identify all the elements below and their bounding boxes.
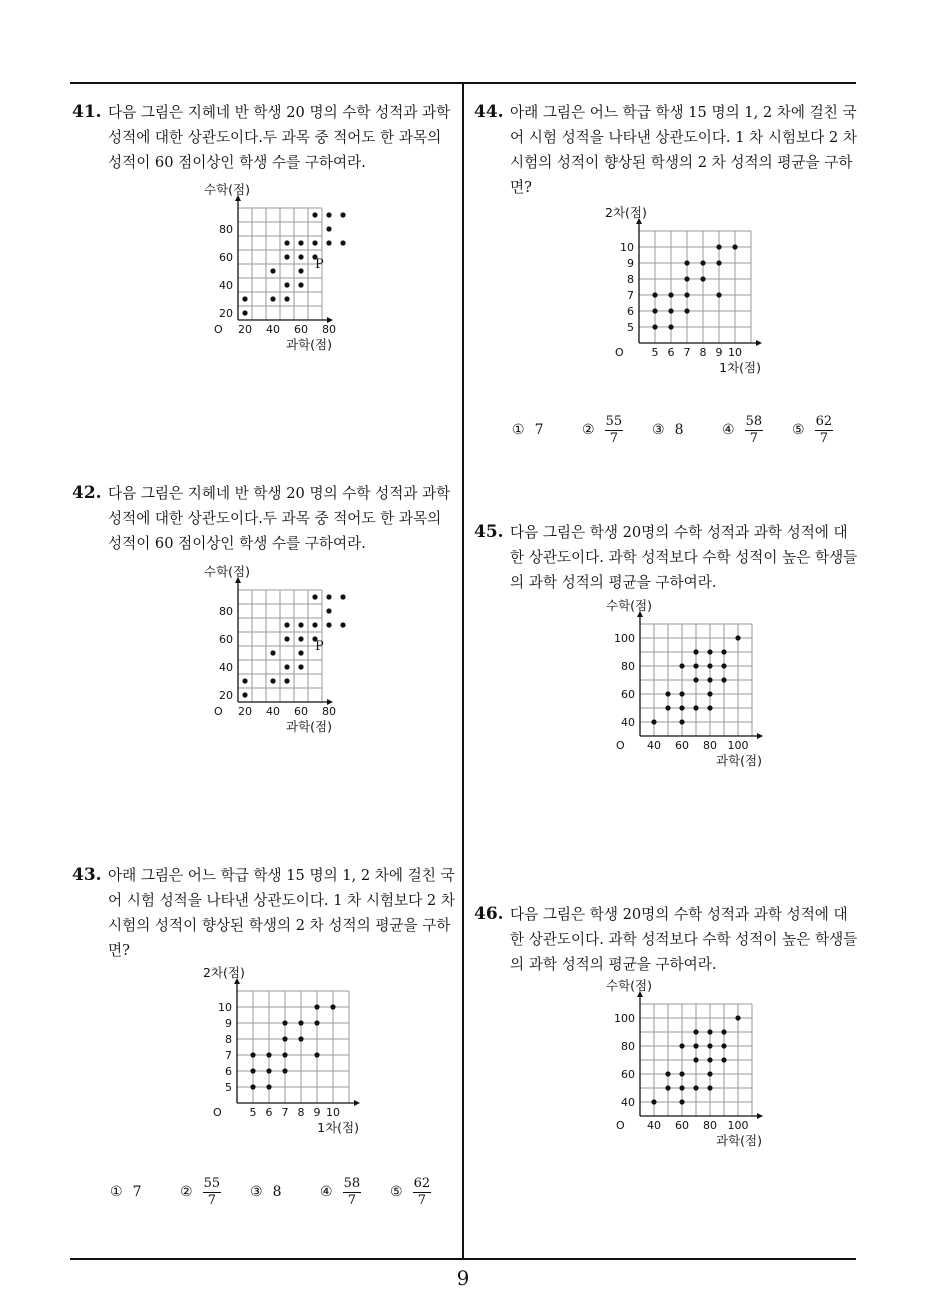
- data-point: [679, 1043, 684, 1048]
- y-axis-title: 2차(점): [203, 965, 245, 980]
- choice-3[interactable]: [250, 1170, 281, 1214]
- data-point: [651, 719, 656, 724]
- origin-label: O: [616, 1119, 625, 1132]
- data-point: [266, 1068, 271, 1073]
- origin-label: O: [214, 323, 223, 336]
- data-point: [693, 1085, 698, 1090]
- x-axis-arrow: [757, 733, 763, 739]
- choice-1[interactable]: [512, 408, 543, 452]
- y-tick-label: 80: [621, 660, 635, 673]
- data-point: [700, 260, 705, 265]
- problem-number: 45.: [474, 522, 504, 542]
- data-point: [693, 663, 698, 668]
- numerator: 58: [745, 413, 763, 429]
- data-point: [250, 1052, 255, 1057]
- fraction: [815, 414, 834, 447]
- data-point: [707, 1029, 712, 1034]
- choice-mark: ②: [180, 1184, 193, 1200]
- data-point: [284, 664, 289, 669]
- x-tick-label: 10: [728, 346, 742, 359]
- data-point: [326, 212, 331, 217]
- y-tick-label: 80: [219, 605, 233, 618]
- column-divider: [462, 82, 464, 1260]
- x-tick-label: 20: [238, 705, 252, 718]
- data-point: [284, 636, 289, 641]
- problem-42: [72, 481, 456, 556]
- data-point: [298, 650, 303, 655]
- data-point: [270, 650, 275, 655]
- data-point: [298, 268, 303, 273]
- x-axis-title: 1차(점): [317, 1120, 359, 1135]
- data-point: [716, 244, 721, 249]
- answer-choices: [110, 1170, 450, 1214]
- scatter-plot: [592, 205, 772, 380]
- x-axis-title: 1차(점): [719, 360, 761, 375]
- data-point: [716, 292, 721, 297]
- y-tick-label: 40: [621, 1096, 635, 1109]
- x-tick-label: 8: [699, 346, 707, 359]
- choice-mark: ③: [250, 1184, 263, 1200]
- y-tick-label: 9: [627, 257, 634, 270]
- y-axis-title: 2차(점): [605, 205, 647, 220]
- x-tick-label: 80: [703, 739, 717, 752]
- y-tick-label: 80: [219, 223, 233, 236]
- data-point: [707, 649, 712, 654]
- numerator: 55: [203, 1175, 221, 1191]
- point-label: P: [315, 639, 324, 654]
- x-tick-label: 7: [683, 346, 691, 359]
- y-tick-label: 100: [614, 632, 635, 645]
- choice-5[interactable]: [792, 408, 833, 452]
- data-point: [312, 212, 317, 217]
- choice-mark: ①: [512, 422, 525, 438]
- x-tick-label: 80: [322, 705, 336, 718]
- question-text: 다음 그림은 지헤네 반 학생 20 명의 수학 성적과 과학 성적에 대한 상관도이다.두 과목 중 적어도 한 과목의 성적이 60 점이상인 학생 수를 구하여라.: [108, 104, 451, 171]
- data-point: [679, 691, 684, 696]
- x-tick-label: 40: [266, 323, 280, 336]
- choice-4[interactable]: [320, 1170, 361, 1214]
- data-point: [693, 1029, 698, 1034]
- origin-label: O: [616, 739, 625, 752]
- denominator: 7: [749, 430, 758, 446]
- y-tick-label: 5: [627, 321, 634, 334]
- x-tick-label: 60: [294, 705, 308, 718]
- problem-45: [474, 520, 858, 595]
- data-point: [716, 260, 721, 265]
- scatter-plot: [190, 180, 370, 350]
- data-point: [270, 678, 275, 683]
- origin-label: O: [214, 705, 223, 718]
- data-point: [684, 260, 689, 265]
- x-tick-label: 100: [727, 1119, 749, 1132]
- scatter-plot: [190, 562, 370, 732]
- choice-mark: ②: [582, 422, 595, 438]
- x-axis-title: 과학(점): [716, 1133, 762, 1148]
- data-point: [298, 1036, 303, 1041]
- y-tick-label: 60: [621, 688, 635, 701]
- choice-mark: ⑤: [792, 422, 805, 438]
- data-point: [326, 608, 331, 613]
- x-axis-arrow: [756, 340, 762, 346]
- choice-value: 8: [674, 422, 684, 438]
- data-point: [312, 594, 317, 599]
- data-point: [735, 635, 740, 640]
- x-tick-label: 9: [715, 346, 723, 359]
- data-point: [707, 691, 712, 696]
- choice-4[interactable]: [722, 408, 763, 452]
- fraction: [413, 1176, 432, 1209]
- data-point: [340, 594, 345, 599]
- data-point: [721, 663, 726, 668]
- x-tick-label: 60: [294, 323, 308, 336]
- question-text: 다음 그림은 지헤네 반 학생 20 명의 수학 성적과 과학 성적에 대한 상관도이다.두 과목 중 적어도 한 과목의 성적이 60 점이상인 학생 수를 구하여라.: [108, 485, 451, 552]
- scatter-plot: [592, 980, 772, 1150]
- data-point: [721, 649, 726, 654]
- y-tick-label: 40: [621, 716, 635, 729]
- data-point: [693, 649, 698, 654]
- data-point: [707, 1057, 712, 1062]
- data-point: [282, 1020, 287, 1025]
- fraction: [203, 1176, 222, 1209]
- choice-2[interactable]: [582, 408, 623, 452]
- data-point: [684, 308, 689, 313]
- data-point: [721, 1029, 726, 1034]
- x-tick-label: 40: [647, 739, 661, 752]
- data-point: [693, 677, 698, 682]
- data-point: [270, 296, 275, 301]
- problem-43: [72, 863, 456, 963]
- data-point: [326, 594, 331, 599]
- data-point: [721, 677, 726, 682]
- y-axis-title: 수학(점): [204, 182, 250, 197]
- data-point: [668, 324, 673, 329]
- data-point: [652, 292, 657, 297]
- data-point: [652, 308, 657, 313]
- data-point: [679, 1099, 684, 1104]
- problem-number: 42.: [72, 483, 102, 503]
- data-point: [270, 268, 275, 273]
- data-point: [298, 240, 303, 245]
- denominator: 7: [819, 430, 828, 446]
- data-point: [242, 678, 247, 683]
- data-point: [665, 691, 670, 696]
- choice-3[interactable]: [652, 408, 683, 452]
- data-point: [721, 1057, 726, 1062]
- problem-41: [72, 100, 456, 175]
- fraction: [343, 1176, 362, 1209]
- data-point: [693, 1043, 698, 1048]
- numerator: 62: [413, 1175, 431, 1191]
- denominator: 7: [417, 1192, 426, 1208]
- fraction: [605, 414, 624, 447]
- denominator: 7: [609, 430, 618, 446]
- y-tick-label: 7: [225, 1049, 232, 1062]
- x-tick-label: 60: [675, 739, 689, 752]
- data-point: [284, 296, 289, 301]
- x-tick-label: 6: [265, 1106, 273, 1119]
- data-point: [242, 692, 247, 697]
- data-point: [684, 292, 689, 297]
- origin-label: O: [615, 346, 624, 359]
- x-tick-label: 6: [667, 346, 675, 359]
- x-tick-label: 40: [266, 705, 280, 718]
- data-point: [298, 622, 303, 627]
- data-point: [693, 705, 698, 710]
- x-axis-title: 과학(점): [286, 337, 332, 352]
- data-point: [340, 622, 345, 627]
- y-tick-label: 7: [627, 289, 634, 302]
- numerator: 62: [815, 413, 833, 429]
- data-point: [668, 308, 673, 313]
- data-point: [266, 1084, 271, 1089]
- data-point: [693, 1057, 698, 1062]
- data-point: [298, 254, 303, 259]
- question-block: [72, 863, 456, 963]
- problem-number: 41.: [72, 102, 102, 122]
- data-point: [679, 1085, 684, 1090]
- x-tick-label: 80: [703, 1119, 717, 1132]
- data-point: [284, 282, 289, 287]
- y-tick-label: 40: [219, 661, 233, 674]
- question-block: [474, 100, 858, 200]
- data-point: [707, 705, 712, 710]
- data-point: [298, 282, 303, 287]
- y-tick-label: 9: [225, 1017, 232, 1030]
- y-axis-title: 수학(점): [606, 978, 652, 993]
- data-point: [707, 677, 712, 682]
- data-point: [242, 310, 247, 315]
- question-block: [72, 481, 456, 556]
- y-tick-label: 60: [219, 251, 233, 264]
- data-point: [330, 1004, 335, 1009]
- x-tick-label: 10: [326, 1106, 340, 1119]
- data-point: [284, 622, 289, 627]
- data-point: [314, 1020, 319, 1025]
- choice-mark: ③: [652, 422, 665, 438]
- page-number: 9: [456, 1266, 470, 1290]
- denominator: 7: [347, 1192, 356, 1208]
- x-tick-label: 60: [675, 1119, 689, 1132]
- y-tick-label: 100: [614, 1012, 635, 1025]
- data-point: [679, 663, 684, 668]
- question-text: 다음 그림은 학생 20명의 수학 성적과 과학 성적에 대한 상관도이다. 과학 성적보다 수학 성적이 높은 학생들의 과학 성적의 평균을 구하여라.: [510, 524, 858, 591]
- data-point: [665, 1071, 670, 1076]
- choice-1[interactable]: [110, 1170, 141, 1214]
- data-point: [284, 240, 289, 245]
- data-point: [679, 719, 684, 724]
- choice-mark: ①: [110, 1184, 123, 1200]
- bottom-rule: [70, 1258, 856, 1260]
- choice-5[interactable]: [390, 1170, 431, 1214]
- data-point: [250, 1068, 255, 1073]
- choice-value: 8: [272, 1184, 282, 1200]
- data-point: [312, 240, 317, 245]
- data-point: [707, 1043, 712, 1048]
- y-axis-title: 수학(점): [204, 564, 250, 579]
- data-point: [700, 276, 705, 281]
- choice-value: 7: [534, 422, 544, 438]
- data-point: [679, 1071, 684, 1076]
- y-tick-label: 6: [627, 305, 634, 318]
- data-point: [326, 622, 331, 627]
- x-tick-label: 80: [322, 323, 336, 336]
- problem-number: 43.: [72, 865, 102, 885]
- data-point: [665, 705, 670, 710]
- data-point: [250, 1084, 255, 1089]
- y-tick-label: 20: [219, 307, 233, 320]
- x-axis-title: 과학(점): [716, 753, 762, 768]
- data-point: [732, 244, 737, 249]
- problem-number: 46.: [474, 904, 504, 924]
- y-tick-label: 8: [627, 273, 634, 286]
- question-block: [72, 100, 456, 175]
- x-axis-title: 과학(점): [286, 719, 332, 734]
- answer-choices: [512, 408, 852, 452]
- origin-label: O: [213, 1106, 222, 1119]
- problem-46: [474, 902, 858, 977]
- data-point: [298, 664, 303, 669]
- y-tick-label: 80: [621, 1040, 635, 1053]
- y-tick-label: 60: [621, 1068, 635, 1081]
- x-tick-label: 5: [249, 1106, 257, 1119]
- y-tick-label: 10: [620, 241, 634, 254]
- choice-mark: ④: [320, 1184, 333, 1200]
- choice-mark: ⑤: [390, 1184, 403, 1200]
- choice-mark: ④: [722, 422, 735, 438]
- x-tick-label: 20: [238, 323, 252, 336]
- data-point: [707, 663, 712, 668]
- data-point: [282, 1068, 287, 1073]
- x-tick-label: 9: [313, 1106, 321, 1119]
- question-block: [474, 902, 858, 977]
- data-point: [282, 1036, 287, 1041]
- data-point: [684, 276, 689, 281]
- y-tick-label: 10: [218, 1001, 232, 1014]
- x-tick-label: 100: [727, 739, 749, 752]
- data-point: [707, 1085, 712, 1090]
- fraction: [745, 414, 764, 447]
- data-point: [298, 636, 303, 641]
- point-label: P: [315, 257, 324, 272]
- x-tick-label: 5: [651, 346, 659, 359]
- problem-44: [474, 100, 858, 200]
- y-tick-label: 5: [225, 1081, 232, 1094]
- data-point: [284, 678, 289, 683]
- y-axis-title: 수학(점): [606, 598, 652, 613]
- x-tick-label: 7: [281, 1106, 289, 1119]
- choice-2[interactable]: [180, 1170, 221, 1214]
- data-point: [284, 254, 289, 259]
- data-point: [735, 1015, 740, 1020]
- data-point: [651, 1099, 656, 1104]
- y-tick-label: 20: [219, 689, 233, 702]
- data-point: [314, 1052, 319, 1057]
- question-text: 아래 그림은 어느 학급 학생 15 명의 1, 2 차에 걸친 국어 시험 성적을 나타낸 상관도이다. 1 차 시험보다 2 차 시험의 성적이 향상된 학생의 2 차 성적의 평균을 구하면?: [108, 867, 455, 959]
- data-point: [242, 296, 247, 301]
- problem-number: 44.: [474, 102, 504, 122]
- y-tick-label: 6: [225, 1065, 232, 1078]
- scatter-plot: [190, 965, 370, 1140]
- question-text: 다음 그림은 학생 20명의 수학 성적과 과학 성적에 대한 상관도이다. 과학 성적보다 수학 성적이 높은 학생들의 과학 성적의 평균을 구하여라.: [510, 906, 858, 973]
- data-point: [340, 212, 345, 217]
- data-point: [266, 1052, 271, 1057]
- denominator: 7: [207, 1192, 216, 1208]
- data-point: [721, 1043, 726, 1048]
- choice-value: 7: [132, 1184, 142, 1200]
- question-block: [474, 520, 858, 595]
- scatter-plot: [592, 600, 772, 770]
- y-tick-label: 40: [219, 279, 233, 292]
- question-text: 아래 그림은 어느 학급 학생 15 명의 1, 2 차에 걸친 국어 시험 성적을 나타낸 상관도이다. 1 차 시험보다 2 차 시험의 성적이 향상된 학생의 2 차 성적의 평균을 구하면?: [510, 104, 857, 196]
- x-tick-label: 8: [297, 1106, 305, 1119]
- numerator: 55: [605, 413, 623, 429]
- data-point: [679, 705, 684, 710]
- data-point: [652, 324, 657, 329]
- data-point: [340, 240, 345, 245]
- numerator: 58: [343, 1175, 361, 1191]
- x-tick-label: 40: [647, 1119, 661, 1132]
- data-point: [314, 1004, 319, 1009]
- data-point: [312, 622, 317, 627]
- x-axis-arrow: [354, 1100, 360, 1106]
- y-tick-label: 60: [219, 633, 233, 646]
- data-point: [326, 240, 331, 245]
- data-point: [665, 1085, 670, 1090]
- data-point: [282, 1052, 287, 1057]
- data-point: [298, 1020, 303, 1025]
- data-point: [668, 292, 673, 297]
- data-point: [326, 226, 331, 231]
- data-point: [707, 1071, 712, 1076]
- y-tick-label: 8: [225, 1033, 232, 1046]
- x-axis-arrow: [757, 1113, 763, 1119]
